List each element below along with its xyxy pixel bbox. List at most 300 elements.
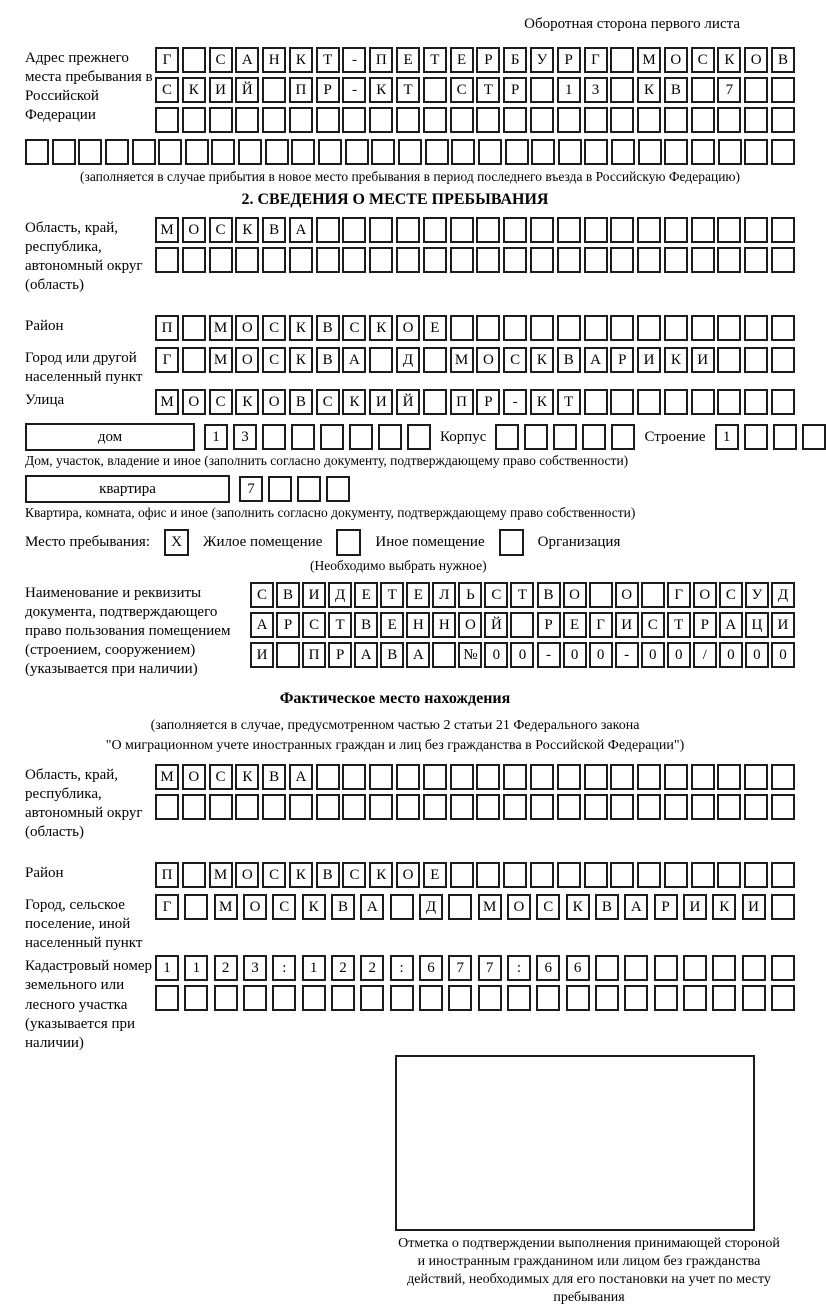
char-cell: О — [563, 582, 587, 608]
char-cell: П — [155, 862, 179, 888]
char-cell: С — [209, 389, 233, 415]
char-cell — [611, 424, 635, 450]
char-cell — [530, 315, 554, 341]
char-cell — [683, 985, 707, 1011]
char-cell — [530, 862, 554, 888]
char-cell — [209, 107, 233, 133]
char-cell: 7 — [448, 955, 472, 981]
char-cell — [316, 247, 340, 273]
char-cell: С — [209, 47, 233, 73]
char-cell: О — [476, 347, 500, 373]
char-cell: О — [243, 894, 267, 920]
char-cell: К — [235, 217, 259, 243]
char-cell: К — [530, 389, 554, 415]
char-cell: Г — [584, 47, 608, 73]
char-cell: Б — [503, 47, 527, 73]
char-cell: М — [155, 217, 179, 243]
char-cell — [557, 107, 581, 133]
char-cell: О — [396, 862, 420, 888]
char-cell: К — [637, 77, 661, 103]
char-cell — [155, 107, 179, 133]
char-cell — [407, 424, 431, 450]
char-cell: Т — [328, 612, 352, 638]
char-cell: В — [316, 862, 340, 888]
char-cell — [182, 862, 206, 888]
char-cell — [664, 862, 688, 888]
char-cell-row — [155, 794, 795, 820]
char-cell — [423, 247, 447, 273]
char-cell: М — [209, 315, 233, 341]
cadastre-block — [25, 955, 795, 1052]
char-cell — [396, 107, 420, 133]
char-cell — [595, 985, 619, 1011]
region-rows — [155, 217, 795, 277]
char-cell — [557, 247, 581, 273]
char-cell — [448, 985, 472, 1011]
char-cell — [683, 955, 707, 981]
char-cell — [654, 955, 678, 981]
char-cell: Р — [316, 77, 340, 103]
char-cell — [476, 217, 500, 243]
char-cell: 1 — [184, 955, 208, 981]
char-cell: С — [302, 612, 326, 638]
char-cell — [25, 139, 49, 165]
char-cell — [262, 77, 286, 103]
char-cell — [423, 347, 447, 373]
char-cell — [369, 764, 393, 790]
char-cell — [503, 764, 527, 790]
stay-option-residential-label: Жилое помещение — [203, 534, 323, 551]
apartment-cells — [239, 476, 350, 502]
char-cell — [802, 424, 826, 450]
char-cell: 0 — [510, 642, 534, 668]
char-cell: 0 — [719, 642, 743, 668]
char-cell — [664, 139, 688, 165]
char-cell — [450, 862, 474, 888]
stamp-box — [395, 1055, 755, 1231]
char-cell: С — [262, 347, 286, 373]
char-cell — [584, 764, 608, 790]
char-cell: К — [302, 894, 326, 920]
char-cell — [637, 862, 661, 888]
char-cell — [595, 955, 619, 981]
char-cell — [396, 247, 420, 273]
char-cell: К — [530, 347, 554, 373]
char-cell: 7 — [717, 77, 741, 103]
char-cell: О — [396, 315, 420, 341]
char-cell — [536, 985, 560, 1011]
char-cell: Т — [380, 582, 404, 608]
char-cell: С — [272, 894, 296, 920]
char-cell — [450, 247, 474, 273]
prev-address-block — [25, 47, 795, 137]
char-cell: 1 — [302, 955, 326, 981]
char-cell: 0 — [667, 642, 691, 668]
house-note: Дом, участок, владение и иное (заполнить согласно документу, подтверждающему право собственности) — [25, 453, 629, 469]
char-cell: К — [342, 389, 366, 415]
prev-address-rows — [155, 47, 795, 137]
char-cell — [419, 985, 443, 1011]
char-cell — [717, 217, 741, 243]
char-cell-row — [155, 764, 795, 790]
char-cell: Е — [354, 582, 378, 608]
char-cell — [584, 315, 608, 341]
char-cell — [530, 764, 554, 790]
actual-region-rows — [155, 764, 795, 824]
char-cell — [272, 985, 296, 1011]
char-cell — [316, 794, 340, 820]
char-cell: Р — [328, 642, 352, 668]
char-cell — [744, 77, 768, 103]
char-cell: М — [637, 47, 661, 73]
char-cell: О — [182, 389, 206, 415]
actual-district-label: Район — [25, 865, 64, 882]
document-block — [25, 582, 795, 679]
char-cell: О — [235, 862, 259, 888]
char-cell — [691, 389, 715, 415]
char-cell: О — [744, 47, 768, 73]
char-cell: И — [771, 612, 795, 638]
char-cell: П — [155, 315, 179, 341]
char-cell — [611, 139, 635, 165]
char-cell — [771, 347, 795, 373]
char-cell: Р — [503, 77, 527, 103]
char-cell: С — [503, 347, 527, 373]
char-cell — [744, 315, 768, 341]
char-cell: И — [369, 389, 393, 415]
char-cell — [637, 247, 661, 273]
char-cell — [712, 955, 736, 981]
char-cell: : — [390, 955, 414, 981]
char-cell — [289, 107, 313, 133]
char-cell — [744, 139, 768, 165]
char-cell: : — [272, 955, 296, 981]
char-cell: О — [182, 217, 206, 243]
char-cell: О — [615, 582, 639, 608]
char-cell-row — [155, 347, 795, 373]
actual-region-block — [25, 764, 795, 842]
char-cell — [610, 77, 634, 103]
char-cell — [691, 77, 715, 103]
char-cell: А — [289, 764, 313, 790]
actual-city-block — [25, 894, 795, 953]
char-cell: К — [289, 315, 313, 341]
city-label: Город или другой населенный пункт — [25, 350, 143, 386]
char-cell: Т — [667, 612, 691, 638]
char-cell — [531, 139, 555, 165]
char-cell — [291, 424, 315, 450]
char-cell: - — [342, 47, 366, 73]
char-cell: В — [316, 315, 340, 341]
char-cell — [342, 247, 366, 273]
char-cell — [641, 582, 665, 608]
char-cell: К — [289, 347, 313, 373]
char-cell — [78, 139, 102, 165]
char-cell: 6 — [566, 955, 590, 981]
char-cell: Р — [476, 389, 500, 415]
char-cell — [316, 107, 340, 133]
char-cell — [610, 107, 634, 133]
char-cell — [610, 764, 634, 790]
char-cell: 2 — [331, 955, 355, 981]
char-cell-row — [155, 77, 795, 103]
stay-type-row — [25, 529, 795, 556]
char-cell: Р — [610, 347, 634, 373]
char-cell: Р — [276, 612, 300, 638]
char-cell — [396, 764, 420, 790]
char-cell — [771, 107, 795, 133]
actual-location-note — [25, 716, 765, 757]
prev-address-label: Адрес прежнего места пребывания в Российской Федерации — [25, 50, 153, 124]
char-cell: С — [209, 764, 233, 790]
char-cell — [584, 217, 608, 243]
char-cell: Т — [396, 77, 420, 103]
char-cell — [235, 247, 259, 273]
char-cell: Ц — [745, 612, 769, 638]
char-cell — [557, 862, 581, 888]
char-cell — [773, 424, 797, 450]
char-cell — [717, 347, 741, 373]
char-cell: К — [289, 862, 313, 888]
char-cell: 7 — [239, 476, 263, 502]
char-cell: И — [250, 642, 274, 668]
char-cell — [771, 217, 795, 243]
char-cell — [503, 315, 527, 341]
char-cell — [691, 794, 715, 820]
char-cell: 7 — [478, 955, 502, 981]
char-cell: Н — [432, 612, 456, 638]
char-cell — [771, 77, 795, 103]
char-cell — [478, 985, 502, 1011]
char-cell — [637, 315, 661, 341]
char-cell — [432, 642, 456, 668]
char-cell — [158, 139, 182, 165]
char-cell: М — [450, 347, 474, 373]
char-cell — [262, 794, 286, 820]
char-cell — [771, 794, 795, 820]
stamp-area — [395, 1055, 783, 1307]
char-cell — [476, 764, 500, 790]
char-cell: О — [507, 894, 531, 920]
char-cell — [771, 139, 795, 165]
char-cell — [742, 955, 766, 981]
char-cell — [530, 77, 554, 103]
char-cell: 3 — [233, 424, 257, 450]
char-cell: К — [717, 47, 741, 73]
char-cell — [289, 247, 313, 273]
char-cell — [524, 424, 548, 450]
char-cell: М — [155, 389, 179, 415]
actual-district-block — [25, 862, 795, 892]
char-cell: О — [693, 582, 717, 608]
char-cell — [566, 985, 590, 1011]
char-cell — [664, 389, 688, 415]
page-corner-note: Оборотная сторона первого листа — [524, 16, 740, 32]
char-cell: О — [182, 764, 206, 790]
char-cell — [584, 247, 608, 273]
char-cell — [664, 315, 688, 341]
char-cell — [320, 424, 344, 450]
char-cell — [558, 139, 582, 165]
char-cell — [717, 389, 741, 415]
char-cell: В — [354, 612, 378, 638]
char-cell — [691, 139, 715, 165]
char-cell — [450, 107, 474, 133]
char-cell — [771, 315, 795, 341]
char-cell — [423, 217, 447, 243]
char-cell — [450, 217, 474, 243]
char-cell: С — [536, 894, 560, 920]
char-cell: 2 — [214, 955, 238, 981]
char-cell: В — [316, 347, 340, 373]
region-block — [25, 217, 795, 295]
stroenie-cells — [715, 424, 826, 450]
char-cell — [262, 247, 286, 273]
char-cell — [691, 217, 715, 243]
char-cell — [209, 247, 233, 273]
stay-option-other-label: Иное помещение — [375, 534, 485, 551]
cadastre-label: Кадастровый номер земельного или лесного участка (указывается при наличии) — [25, 958, 152, 1051]
char-cell: К — [566, 894, 590, 920]
char-cell — [584, 862, 608, 888]
char-cell: К — [289, 47, 313, 73]
char-cell — [530, 794, 554, 820]
char-cell — [262, 107, 286, 133]
char-cell: К — [235, 764, 259, 790]
char-cell: В — [595, 894, 619, 920]
char-cell — [182, 794, 206, 820]
char-cell — [349, 424, 373, 450]
char-cell: В — [664, 77, 688, 103]
char-cell — [691, 764, 715, 790]
char-cell — [262, 424, 286, 450]
char-cell: Е — [423, 862, 447, 888]
char-cell — [398, 139, 422, 165]
char-cell: В — [289, 389, 313, 415]
char-cell — [589, 582, 613, 608]
char-cell: Д — [419, 894, 443, 920]
char-cell — [182, 107, 206, 133]
char-cell: № — [458, 642, 482, 668]
char-cell: С — [209, 217, 233, 243]
char-cell — [744, 862, 768, 888]
char-cell: 1 — [155, 955, 179, 981]
char-cell: И — [683, 894, 707, 920]
char-cell — [182, 247, 206, 273]
stamp-caption: Отметка о подтверждении выполнения принимающей стороной и иностранным гражданином или лицом без гражданства действий, необходимых для его постановки на учет по месту пребывания — [398, 1235, 780, 1306]
char-cell-row — [155, 247, 795, 273]
char-cell — [360, 985, 384, 1011]
char-cell: П — [289, 77, 313, 103]
char-cell: 6 — [419, 955, 443, 981]
char-cell-row — [155, 107, 795, 133]
char-cell — [610, 217, 634, 243]
char-cell — [553, 424, 577, 450]
char-cell — [503, 247, 527, 273]
char-cell: Г — [667, 582, 691, 608]
char-cell: Й — [484, 612, 508, 638]
char-cell: У — [745, 582, 769, 608]
char-cell: К — [369, 77, 393, 103]
char-cell: А — [624, 894, 648, 920]
char-cell — [318, 139, 342, 165]
char-cell — [624, 955, 648, 981]
char-cell: Й — [235, 77, 259, 103]
char-cell: Е — [563, 612, 587, 638]
cadastre-rows — [155, 955, 795, 1015]
char-cell — [342, 794, 366, 820]
char-cell — [691, 247, 715, 273]
char-cell — [744, 247, 768, 273]
char-cell — [530, 217, 554, 243]
char-cell — [369, 217, 393, 243]
char-cell — [155, 247, 179, 273]
char-cell-row — [250, 582, 795, 608]
char-cell — [182, 347, 206, 373]
char-cell: А — [406, 642, 430, 668]
char-cell: А — [354, 642, 378, 668]
actual-city-label: Город, сельское поселение, иной населенный пункт — [25, 897, 143, 952]
char-cell — [638, 139, 662, 165]
char-cell: Е — [423, 315, 447, 341]
char-cell: А — [250, 612, 274, 638]
char-cell — [423, 389, 447, 415]
char-cell — [238, 139, 262, 165]
char-cell: М — [155, 764, 179, 790]
char-cell — [451, 139, 475, 165]
char-cell — [582, 424, 606, 450]
char-cell: 0 — [563, 642, 587, 668]
char-cell — [423, 794, 447, 820]
char-cell: С — [262, 862, 286, 888]
korpus-cells — [495, 424, 635, 450]
char-cell-row — [155, 955, 795, 981]
char-cell: 2 — [360, 955, 384, 981]
char-cell — [637, 107, 661, 133]
char-cell — [476, 862, 500, 888]
char-cell — [717, 247, 741, 273]
char-cell — [505, 139, 529, 165]
char-cell: О — [235, 315, 259, 341]
char-cell: Н — [262, 47, 286, 73]
char-cell — [450, 315, 474, 341]
char-cell — [326, 476, 350, 502]
char-cell — [610, 862, 634, 888]
stroenie-label: Строение — [644, 428, 706, 445]
char-cell — [342, 107, 366, 133]
actual-location-title: Фактическое место нахождения — [279, 689, 511, 707]
char-cell — [557, 764, 581, 790]
char-cell — [691, 315, 715, 341]
char-cell: 0 — [641, 642, 665, 668]
char-cell — [209, 794, 233, 820]
char-cell — [503, 862, 527, 888]
char-cell — [664, 217, 688, 243]
char-cell: О — [262, 389, 286, 415]
char-cell — [450, 764, 474, 790]
house-box-label: дом — [25, 423, 195, 451]
char-cell — [771, 985, 795, 1011]
char-cell — [423, 77, 447, 103]
char-cell: В — [557, 347, 581, 373]
korpus-label: Корпус — [440, 428, 487, 445]
char-cell — [235, 794, 259, 820]
char-cell — [503, 217, 527, 243]
char-cell: Т — [476, 77, 500, 103]
char-cell — [289, 794, 313, 820]
char-cell: В — [380, 642, 404, 668]
char-cell: В — [262, 764, 286, 790]
